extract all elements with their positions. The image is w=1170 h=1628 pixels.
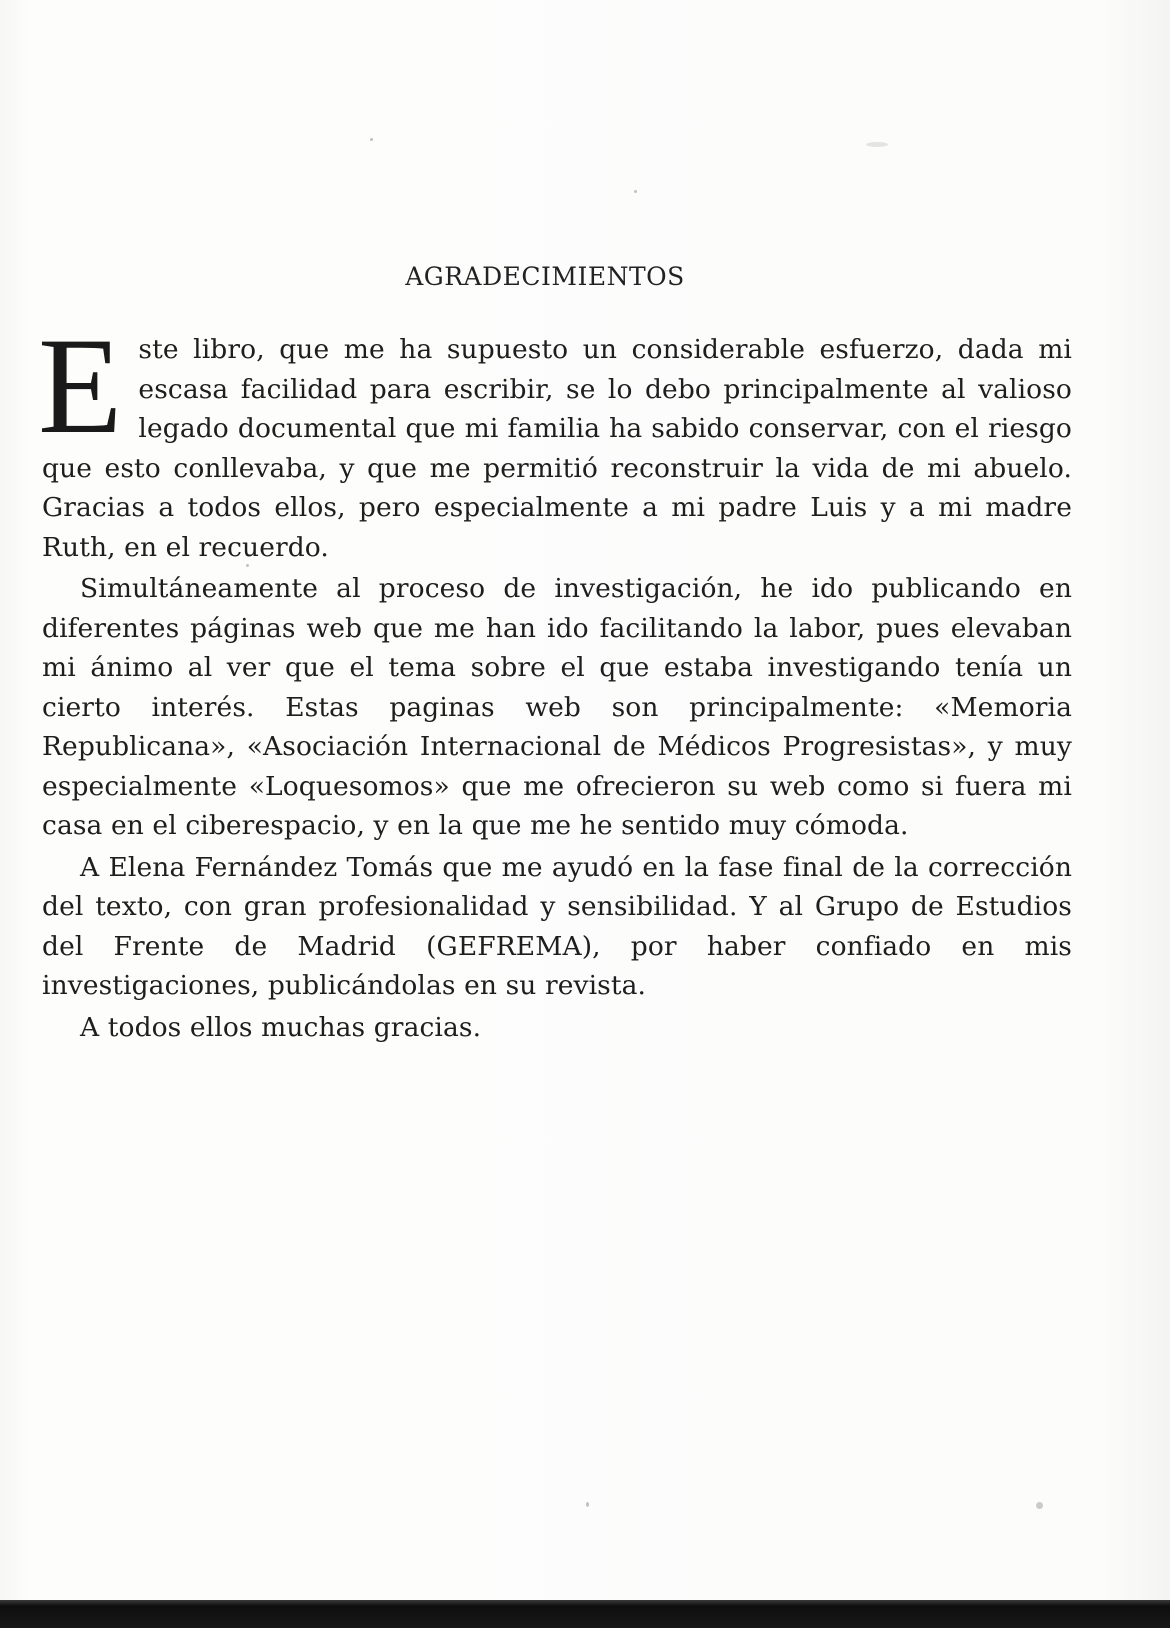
paper-speck — [370, 138, 373, 141]
paragraph-2: Simultáneamente al proceso de investigación, he ido publicando en diferentes páginas web que me han ido facilitando la labor, pues elevaban mi ánimo al ver que el tema sobre el que estaba investigando tenía un cierto interés. Estas paginas web son principalmente: «Memoria Republicana», «Asociación Internacional de Médicos Progresistas», y muy especialmente «Loquesomos» que me ofrecieron su web como si fuera mi casa en el ciberespacio, y en la que me he sentido muy cómoda. — [42, 573, 1072, 841]
page-title: AGRADECIMIENTOS — [405, 262, 685, 291]
paper-speck — [866, 142, 888, 147]
scan-bottom-edge — [0, 1600, 1170, 1628]
body-text — [38, 309, 1072, 1047]
paragraph-1-text: ste libro, que me ha supuesto un considerable esfuerzo, dada mi escasa facilidad para escribir, se lo debo principalmente al valioso legado documental que mi familia ha sabido conservar, con el riesgo que esto conllevaba, y que me permitió reconstruir la vida de mi abuelo. Gracias a todos ellos, pero especialmente a mi padre Luis y a mi madre Ruth, en el recuerdo. — [42, 334, 1072, 563]
paper-speck — [586, 1502, 589, 1507]
paragraph-3: A Elena Fernández Tomás que me ayudó en la fase final de la corrección del texto, con gran profesionalidad y sensibilidad. Y al Grupo de Estudios del Frente de Madrid (GEFREMA), por haber confiado en mis investigaciones, publicándolas en su revista. — [42, 851, 1072, 1001]
paragraph-4: A todos ellos muchas gracias. — [80, 1011, 482, 1043]
drop-cap: E — [38, 309, 123, 462]
paper-speck — [1036, 1502, 1043, 1509]
paper-speck — [634, 190, 637, 193]
paragraph-1 — [38, 309, 1072, 567]
